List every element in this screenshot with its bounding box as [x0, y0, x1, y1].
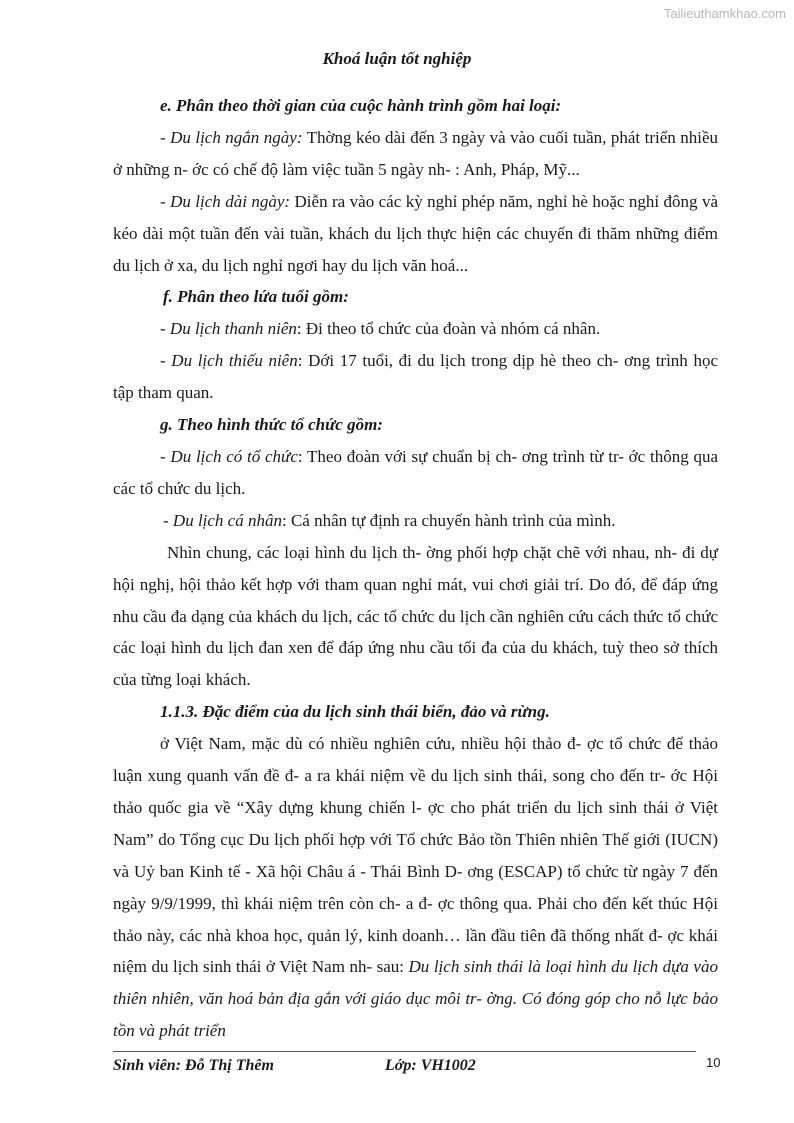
item-text: : Đi theo tổ chức của đoàn và nhóm cá nhân.	[296, 319, 601, 339]
list-item	[113, 186, 718, 282]
summary-paragraph: Nhìn chung, các loại hình du lịch th- ờng phối hợp chặt chẽ với nhau, nh- đi dự hội nghị, hội thảo kết hợp với tham quan nghỉ mát, vui chơi giải trí. Do đó, để đáp ứng nhu cầu đa dạng của khách du lịch, các tổ chức du lịch cần nghiên cứu cách thức tổ chức các loại hình du lịch đan xen để đáp ứng nhu cầu tối đa của du khách, tuỳ theo sở thích của từng loại khách.	[113, 542, 718, 690]
page-number: 10	[706, 1055, 721, 1070]
paragraph-text: ở Việt Nam, mặc dù có nhiều nghiên cứu, nhiều hội thảo đ- ợc tổ chức để thảo luận xung quanh vấn đề đ- a ra khái niệm về du lịch sinh thái, song cho đến tr- ớc Hội thảo quốc gia về “Xây dựng khung chiến l- ợc cho phát triển du lịch sinh thái ở Việt Nam” do Tổng cục Du lịch phối hợp với Tổ chức Bảo tồn Thiên nhiên Thế giới (IUCN) và Uỷ ban Kinh tế - Xã hội Châu á - Thái Bình D- ơng (ESCAP) tổ chức từ ngày 7 đến ngày 9/9/1999, thì khái niệm trên còn ch- a đ- ợc thông qua. Phải cho đến kết thúc Hội thảo này, các nhà khoa học, quản lý, kinh doanh… lần đầu tiên đã thống nhất đ- ợc khái niệm du lịch sinh thái ở Việt Nam nh- sau:	[113, 734, 718, 977]
list-item	[113, 313, 718, 345]
item-lead: - Du lịch có tổ chức	[160, 446, 298, 466]
page-header: Khoá luận tốt nghiệp	[322, 49, 472, 68]
item-text: Thờng kéo dài đến 3 ngày và vào cuối tuần, phát triển nhiều ở những n- ớc có chế độ làm việc tuần 5 ngày nh- : Anh, Pháp, Mỹ...	[113, 127, 718, 179]
item-text: : Theo đoàn với sự chuẩn bị ch- ơng trình từ tr- ớc thông qua các tổ chức du lịch.	[113, 446, 719, 498]
list-item	[113, 345, 718, 409]
section-g-heading: g. Theo hình thức tổ chức gồm:	[160, 415, 383, 435]
footer-student: Sinh viên: Đỗ Thị Thêm	[113, 1057, 274, 1074]
item-lead: - Du lịch ngắn ngày:	[160, 127, 303, 147]
list-item	[113, 441, 718, 505]
item-text: : Cá nhân tự định ra chuyến hành trình của mình.	[281, 510, 616, 530]
item-text: Diễn ra vào các kỳ nghỉ phép năm, nghỉ hè hoặc nghỉ đông và kéo dài một tuần đến vài tuần, khách du lịch thực hiện các chuyến đi thăm những điểm du lịch ở xa, du lịch nghỉ ngơi hay du lịch văn hoá...	[113, 191, 718, 275]
section-e-heading: e. Phân theo thời gian của cuộc hành trình gồm hai loại:	[160, 96, 562, 115]
section-f-heading: f. Phân theo lứa tuổi gồm:	[163, 287, 349, 307]
definition-text: Du lịch sinh thái là loại hình du lịch dựa vào thiên nhiên, văn hoá bản địa gắn với giáo dục môi tr- ờng. Có đóng góp cho nỗ lực bảo tồn và phát triển	[113, 957, 718, 1041]
list-item	[113, 505, 718, 537]
item-text: : Dới 17 tuổi, đi du lịch trong dịp hè theo ch- ơng trình học tập tham quan.	[113, 351, 718, 403]
item-lead: - Du lịch dài ngày:	[160, 191, 291, 211]
item-lead: - Du lịch thiếu niên	[160, 351, 298, 371]
document-body	[113, 90, 718, 1047]
footer-divider	[113, 1051, 696, 1052]
section-113-paragraph	[113, 728, 718, 1047]
list-item	[113, 122, 718, 186]
section-113-heading: 1.1.3. Đặc điểm của du lịch sinh thái biển, đảo và rừng.	[160, 702, 550, 722]
item-lead: - Du lịch thanh niên	[160, 319, 297, 339]
item-lead: - Du lịch cá nhân	[163, 510, 282, 530]
watermark: Tailieuthamkhao.com	[663, 6, 786, 21]
footer-class: Lớp: VH1002	[385, 1057, 476, 1074]
